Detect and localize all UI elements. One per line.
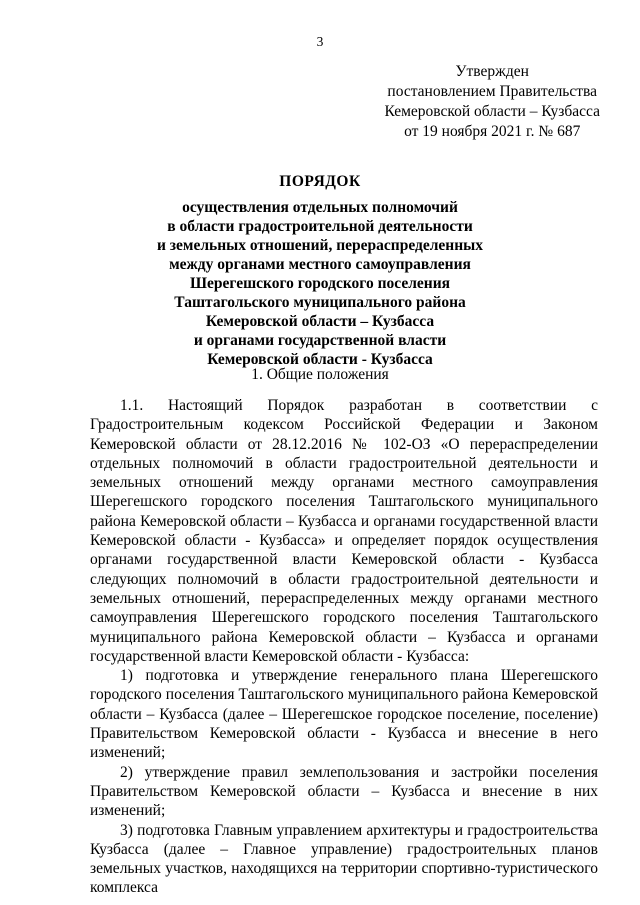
title-line: Шерегешского городского поселения	[189, 275, 451, 292]
page-number: 3	[316, 34, 324, 49]
title-line: осуществления отдельных полномочий	[182, 199, 458, 216]
title-line: Таштагольского муниципального района	[174, 294, 466, 311]
title-line: в области градостроительной деятельности	[167, 218, 473, 235]
approval-line: Кемеровской области – Кузбасса	[384, 103, 600, 120]
document-title: ПОРЯДОК	[279, 173, 361, 190]
title-line: между органами местного самоуправления	[169, 256, 471, 273]
approval-line: постановлением Правительства	[387, 83, 598, 100]
paragraph: 1.1. Настоящий Порядок разработан в соответствии с Градостроительным кодексом Российской Федерации и Законом Кемеровской области от 28.12.2016 № 102-ОЗ «О перераспределении отдельных полномочий в области градостроительной деятельности и земельных отношений между органами местного самоуправления Шерегешского городского поселения Таштагольского муниципального района Кемеровской области – Кузбасса и органами государственной власти Кемеровской области - Кузбасса» и определяет порядок осуществления органами государственной власти Кемеровской области - Кузбасса следующих полномочий в области градостроительной деятельности и земельных отношений, перераспределенных между органами местного самоуправления Шерегешского городского поселения Таштагольского муниципального района Кемеровской области – Кузбасса и органами государственной власти Кемеровской области - Кузбасса:	[90, 397, 598, 665]
paragraph: 3) подготовка Главным управлением архитектуры и градостроительства Кузбасса (далее – Главное управление) градостроительных планов земельных участков, находящихся на территории спортивно-туристического комплекса	[90, 821, 598, 897]
approval-stamp	[384, 62, 600, 142]
title-line: и земельных отношений, перераспределенных	[156, 237, 484, 254]
title-line: и органами государственной власти	[193, 332, 447, 349]
paragraph: 2) утверждение правил землепользования и застройки поселения Правительством Кемеровской области – Кузбасса и внесение в них изменений;	[90, 763, 598, 820]
body-text	[90, 396, 598, 898]
title-line: Кемеровской области – Кузбасса	[205, 313, 435, 330]
approval-line: Утвержден	[455, 63, 529, 80]
approval-line: от 19 ноября 2021 г. № 687	[404, 123, 581, 140]
document-title-block	[0, 172, 640, 369]
title-line: Кемеровской области - Кузбасса	[207, 351, 433, 368]
section-heading: 1. Общие положения	[251, 366, 389, 383]
paragraph: 1) подготовка и утверждение генерального плана Шерегешского городского поселения Таштагольского муниципального района Кемеровской области – Кузбасса (далее – Шерегешское городское поселение, поселение) Правительством Кемеровской области - Кузбасса и внесение в него изменений;	[90, 667, 598, 762]
